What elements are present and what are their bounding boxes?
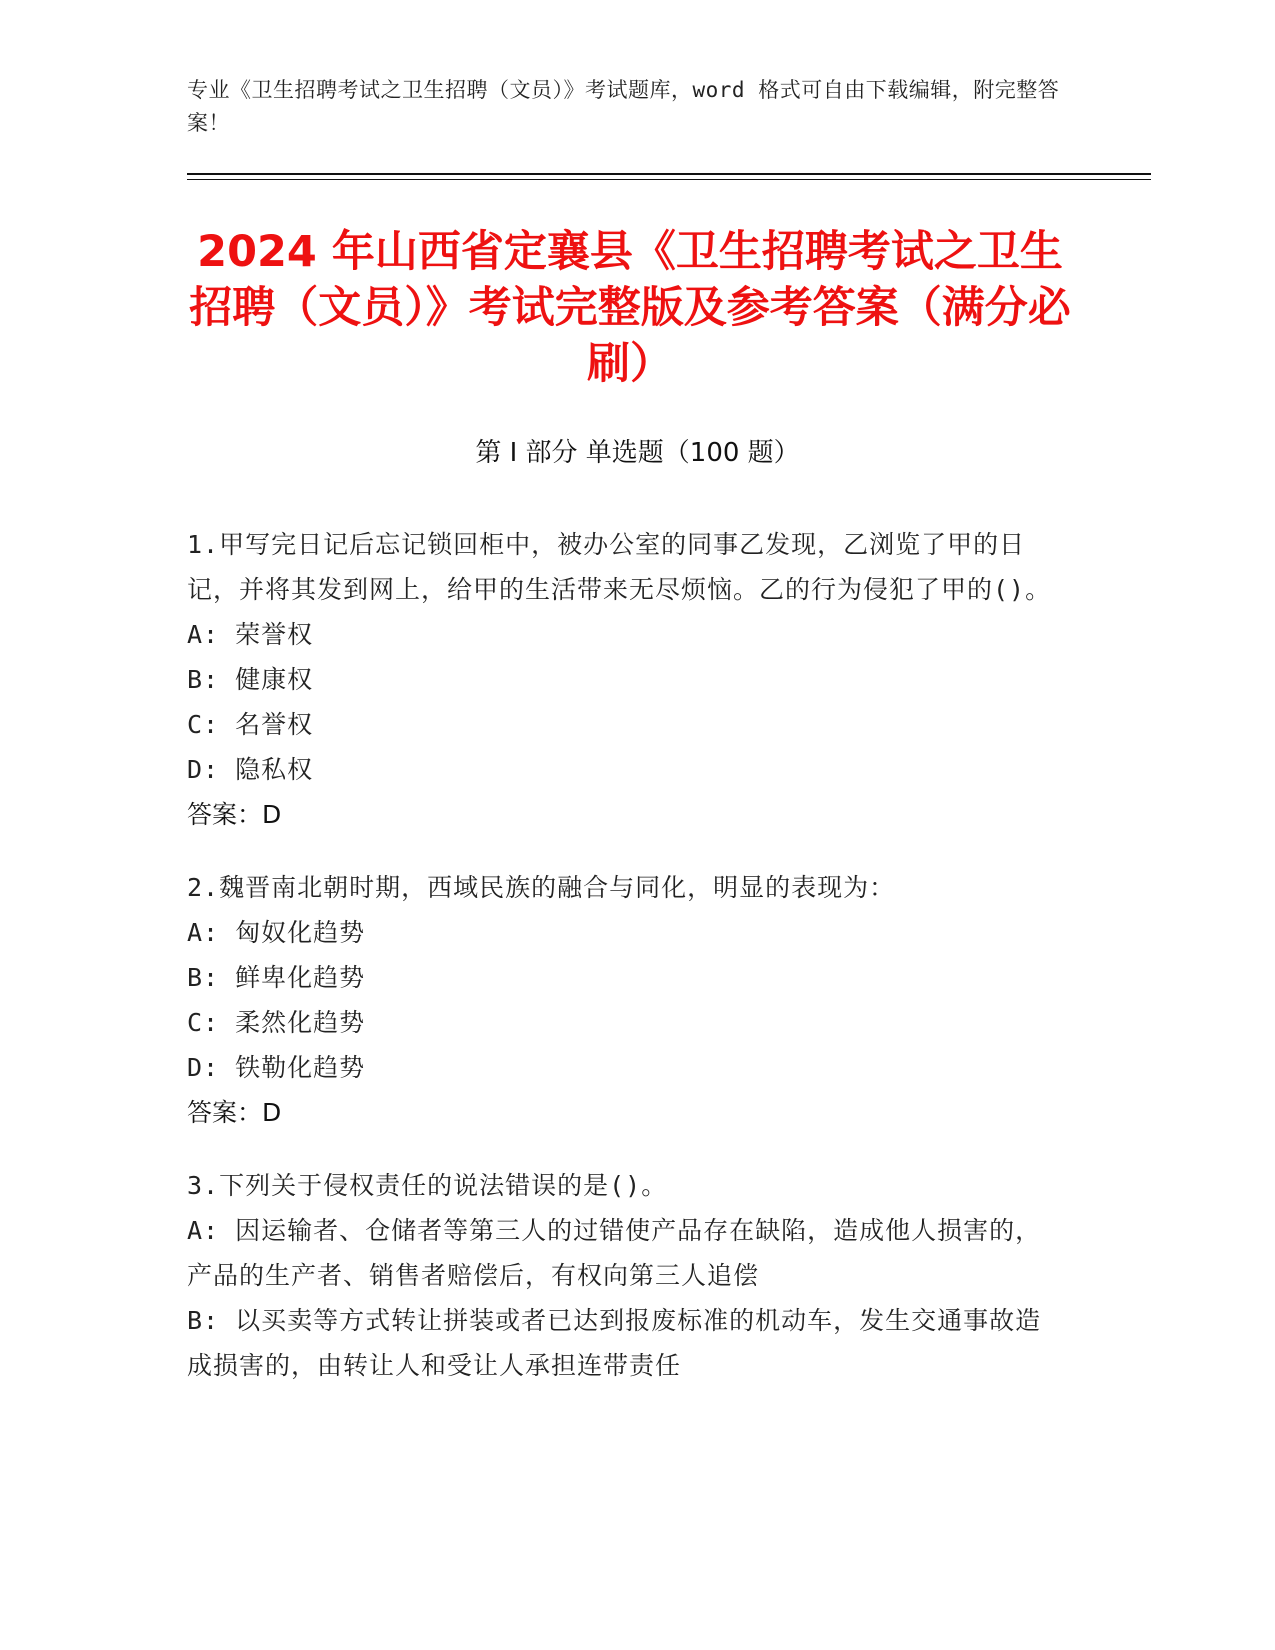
option-c bbox=[187, 1000, 1067, 1045]
answer-label: 答案： bbox=[187, 1098, 263, 1127]
question-2 bbox=[187, 865, 1067, 1135]
question-stem: 3.下列关于侵权责任的说法错误的是()。 bbox=[187, 1171, 668, 1200]
option-a bbox=[187, 612, 1067, 657]
option-letter: A: bbox=[187, 918, 220, 947]
option-text: 健康权 bbox=[235, 665, 314, 694]
option-letter: D: bbox=[187, 755, 220, 784]
option-text: 鲜卑化趋势 bbox=[235, 963, 366, 992]
option-d bbox=[187, 1045, 1067, 1090]
question-1 bbox=[187, 522, 1067, 837]
option-text: 隐私权 bbox=[235, 755, 314, 784]
option-text: 匈奴化趋势 bbox=[235, 918, 366, 947]
option-letter: A: bbox=[187, 620, 220, 649]
option-c bbox=[187, 702, 1067, 747]
document-title: 2024 年山西省定襄县《卫生招聘考试之卫生招聘（文员）》考试完整版及参考答案（满分必刷） bbox=[189, 227, 1071, 389]
option-b bbox=[187, 657, 1067, 702]
answer-value: D bbox=[262, 1098, 282, 1127]
option-letter: B: bbox=[187, 665, 220, 694]
answer-label: 答案： bbox=[187, 800, 263, 829]
option-letter: C: bbox=[187, 710, 220, 739]
question-3 bbox=[187, 1163, 1067, 1388]
option-b bbox=[187, 1298, 1067, 1388]
answer-line bbox=[187, 1090, 1067, 1135]
section-heading: 第 I 部分 单选题（100 题） bbox=[475, 438, 800, 468]
question-stem: 2.魏晋南北朝时期，西域民族的融合与同化，明显的表现为： bbox=[187, 873, 896, 902]
option-text: 柔然化趋势 bbox=[235, 1008, 366, 1037]
option-text: 以买卖等方式转让拼装或者已达到报废标准的机动车，发生交通事故造成损害的，由转让人和受让人承担连带责任 bbox=[187, 1306, 1042, 1380]
header-divider-thin bbox=[187, 179, 1151, 180]
option-a bbox=[187, 1208, 1067, 1298]
header-divider-thick bbox=[187, 173, 1151, 175]
option-d bbox=[187, 747, 1067, 792]
answer-line bbox=[187, 792, 1067, 837]
option-letter: A: bbox=[187, 1216, 220, 1245]
answer-value: D bbox=[262, 800, 282, 829]
header-note: 专业《卫生招聘考试之卫生招聘（文员）》考试题库，word 格式可自由下载编辑，附完整答案！ bbox=[187, 78, 1060, 135]
option-letter: D: bbox=[187, 1053, 220, 1082]
option-letter: B: bbox=[187, 1306, 220, 1335]
option-letter: B: bbox=[187, 963, 220, 992]
question-stem: 1.甲写完日记后忘记锁回柜中，被办公室的同事乙发现，乙浏览了甲的日记，并将其发到网上，给甲的生活带来无尽烦恼。乙的行为侵犯了甲的()。 bbox=[187, 530, 1052, 604]
option-letter: C: bbox=[187, 1008, 220, 1037]
option-text: 铁勒化趋势 bbox=[235, 1053, 366, 1082]
option-text: 荣誉权 bbox=[235, 620, 314, 649]
option-text: 名誉权 bbox=[235, 710, 314, 739]
option-a bbox=[187, 910, 1067, 955]
question-list bbox=[187, 522, 1067, 1416]
option-text: 因运输者、仓储者等第三人的过错使产品存在缺陷，造成他人损害的，产品的生产者、销售者赔偿后，有权向第三人追偿 bbox=[187, 1216, 1042, 1290]
option-b bbox=[187, 955, 1067, 1000]
